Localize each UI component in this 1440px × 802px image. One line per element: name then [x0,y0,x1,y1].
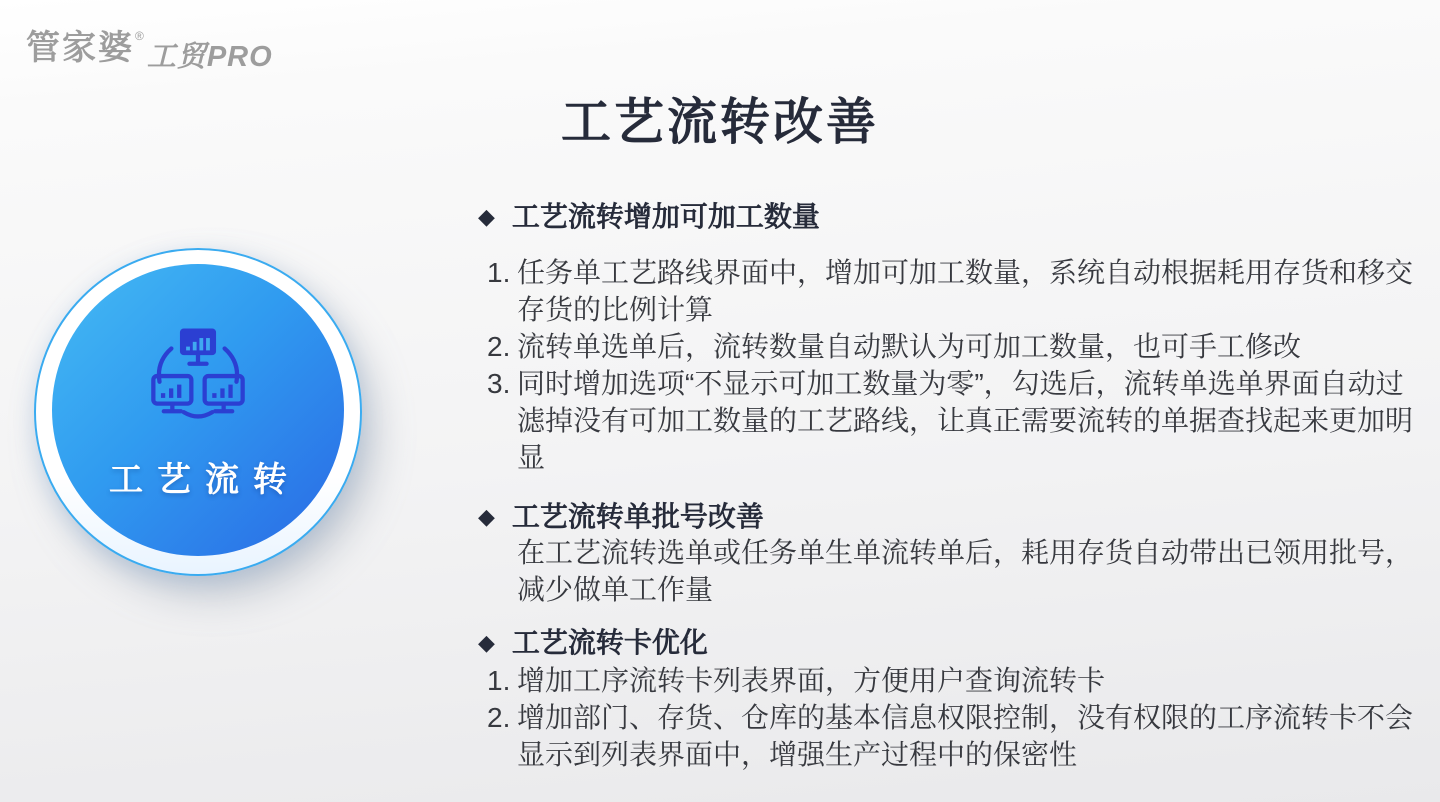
page-title: 工艺流转改善 [561,94,879,150]
list-number: 2. [487,331,511,362]
section-heading: 工艺流转卡优化 [511,627,708,658]
section-add-processable-qty [478,200,1418,476]
numbered-list [478,254,1418,476]
list-number: 1. [487,665,511,696]
brand-name: 管家婆 [26,29,134,67]
list-number: 2. [487,702,511,733]
list-text: 同时增加选项“不显示可加工数量为零”，勾选后，流转单选单界面自动过滤掉没有可加工数量的工艺路线，让真正需要流转的单据查找起来更加明显 [517,368,1414,473]
list-text: 流转单选单后，流转数量自动默认为可加工数量，也可手工修改 [517,331,1302,362]
section-heading: 工艺流转增加可加工数量 [511,201,820,232]
topic-badge-circle [52,264,344,556]
topic-badge [34,248,362,576]
diamond-bullet-icon: ◆ [478,204,495,229]
section-heading-row [478,626,1418,660]
list-item [478,365,1418,476]
list-item [478,699,1418,773]
brand-suffix: 工贸PRO [146,41,273,73]
diamond-bullet-icon: ◆ [478,630,495,655]
section-batch-number-improvement [478,500,1418,608]
network-monitors-icon [141,320,255,434]
list-item [478,254,1418,328]
list-number: 1. [487,257,511,288]
brand-logo [26,28,273,75]
section-heading-row [478,200,1418,234]
section-heading: 工艺流转单批号改善 [511,501,764,532]
content [478,200,1418,773]
topic-badge-label: 工艺流转 [109,460,301,499]
list-item [478,662,1418,699]
list-number: 3. [487,368,511,399]
registered-trademark-icon: ® [135,29,144,43]
section-heading-row [478,500,1418,534]
list-text: 任务单工艺路线界面中，增加可加工数量，系统自动根据耗用存货和移交存货的比例计算 [517,257,1414,325]
list-text: 增加工序流转卡列表界面，方便用户查询流转卡 [517,665,1106,696]
section-paragraph: 在工艺流转选单或任务单生单流转单后，耗用存货自动带出已领用批号，减少做单工作量 [517,537,1414,605]
list-text: 增加部门、存货、仓库的基本信息权限控制，没有权限的工序流转卡不会显示到列表界面中，增强生产过程中的保密性 [517,702,1414,770]
section-flow-card-optimization [478,626,1418,773]
numbered-list [478,662,1418,773]
list-item [478,328,1418,365]
diamond-bullet-icon: ◆ [478,504,495,529]
